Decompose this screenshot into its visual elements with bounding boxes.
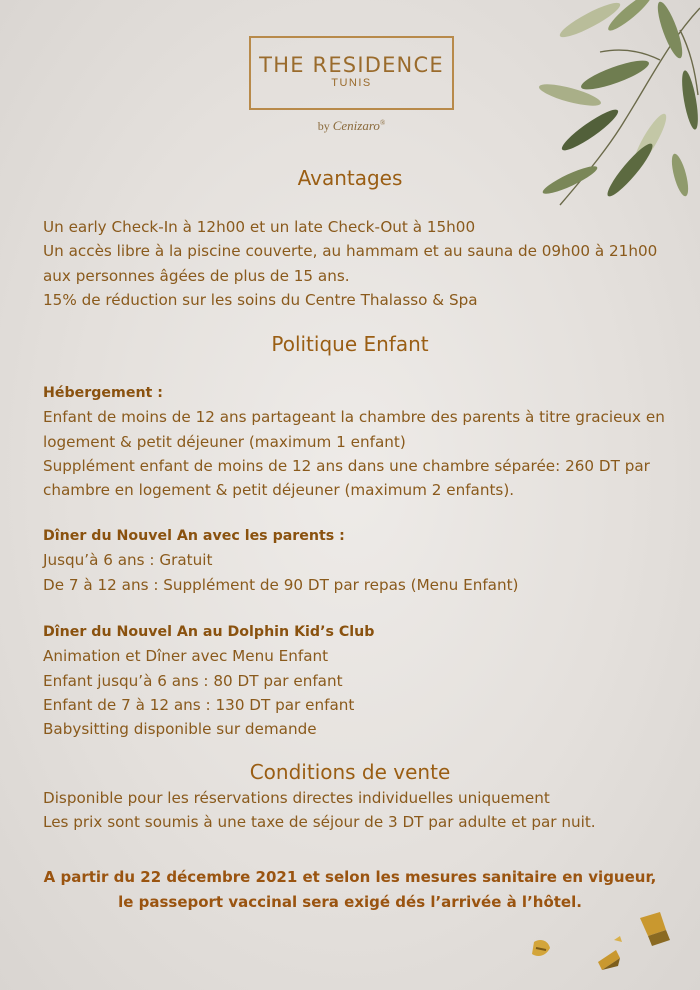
hebergement-line: Enfant de moins de 12 ans partageant la chambre des parents à titre gracieux en: [43, 408, 665, 427]
diner-parents-line: De 7 à 12 ans : Supplément de 90 DT par repas (Menu Enfant): [43, 575, 519, 594]
avantages-line: 15% de réduction sur les soins du Centre Thalasso & Spa: [43, 290, 478, 309]
avantages-line: Un early Check-In à 12h00 et un late Check-Out à 15h00: [43, 218, 476, 236]
notice-line: le passeport vaccinal sera exigé dés l’arrivée à l’hôtel.: [118, 893, 582, 911]
logo-name: THE RESIDENCE: [259, 53, 444, 77]
hebergement-block: [43, 381, 683, 502]
section-title-conditions: Conditions de vente: [249, 760, 451, 784]
diner-parents-line: Jusqu’à 6 ans : Gratuit: [43, 551, 213, 570]
logo-byline: [249, 118, 454, 134]
diner-club-block: [43, 620, 683, 741]
notice-line: A partir du 22 décembre 2021 et selon les mesures sanitaire en vigueur,: [43, 868, 657, 886]
avantages-line: aux personnes âgées de plus de 15 ans.: [43, 266, 350, 285]
hebergement-line: chambre en logement & petit déjeuner (maximum 2 enfants).: [43, 481, 515, 500]
hebergement-title: Hébergement :: [43, 385, 163, 401]
diner-club-title: Dîner du Nouvel An au Dolphin Kid’s Club: [43, 624, 375, 640]
diner-parents-title: Dîner du Nouvel An avec les parents :: [43, 528, 345, 544]
conditions-text: [43, 786, 683, 835]
byline-by: by: [317, 119, 330, 133]
byline-brand: Cenizaro: [332, 118, 380, 133]
diner-club-line: Enfant de 7 à 12 ans : 130 DT par enfant: [43, 695, 355, 714]
conditions-line: Disponible pour les réservations directes individuelles uniquement: [43, 789, 550, 807]
diner-club-line: Animation et Dîner avec Menu Enfant: [43, 647, 329, 666]
conditions-line: Les prix sont soumis à une taxe de séjour de 3 DT par adulte et par nuit.: [43, 813, 596, 832]
logo-city: TUNIS: [331, 77, 372, 89]
avantages-line: Un accès libre à la piscine couverte, au hammam et au sauna de 09h00 à 21h00: [43, 242, 658, 261]
confetti-icon: [520, 900, 680, 980]
hebergement-line: Supplément enfant de moins de 12 ans dans une chambre séparée: 260 DT par: [43, 456, 650, 475]
avantages-text: [43, 215, 683, 312]
hotel-logo: [249, 36, 454, 110]
section-title-politique-enfant: Politique Enfant: [271, 332, 429, 356]
hebergement-line: logement & petit déjeuner (maximum 1 enfant): [43, 432, 406, 451]
section-title-avantages: Avantages: [297, 166, 403, 190]
diner-club-line: Enfant jusqu’à 6 ans : 80 DT par enfant: [43, 671, 343, 690]
diner-club-line: Babysitting disponible sur demande: [43, 720, 317, 739]
byline-reg: ®: [379, 119, 386, 127]
diner-parents-block: [43, 524, 683, 597]
